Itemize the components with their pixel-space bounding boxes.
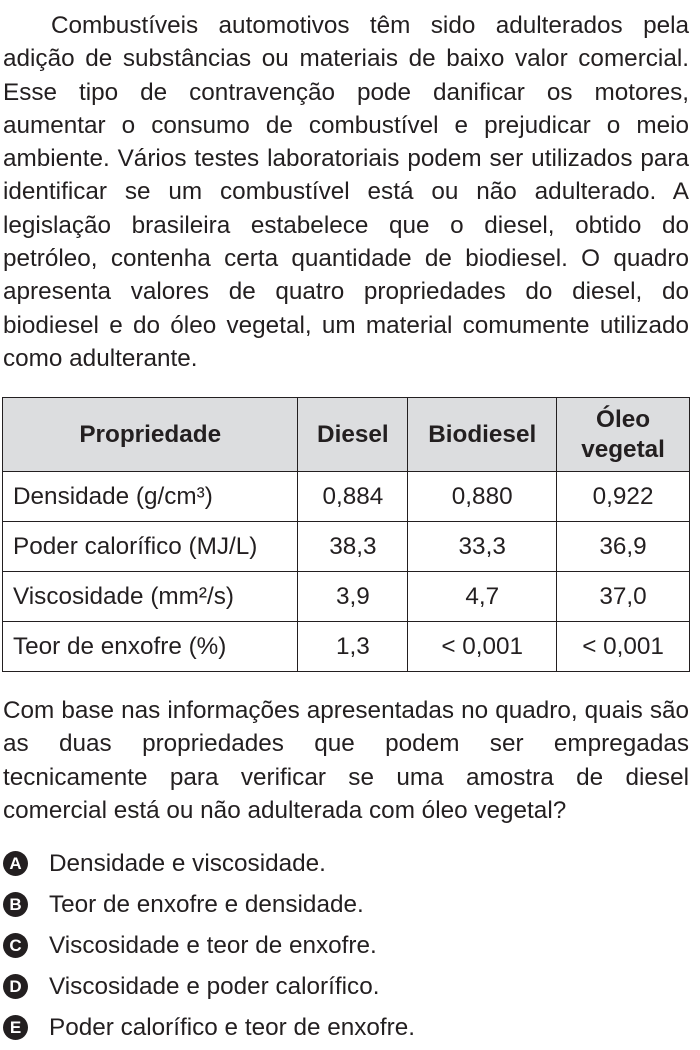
header-oleo-vegetal [557, 398, 690, 472]
option-letter-badge: D [3, 974, 28, 999]
option-letter-badge: C [3, 933, 28, 958]
table-cell: 0,922 [557, 472, 690, 522]
table-cell: 0,884 [298, 472, 408, 522]
table-cell: 4,7 [408, 572, 557, 622]
table-cell: 38,3 [298, 522, 408, 572]
header-oleo-vegetal-label: Óleo vegetal [581, 405, 665, 463]
option-text: Poder calorífico e teor de enxofre. [49, 1013, 416, 1041]
table-cell: 36,9 [557, 522, 690, 572]
table-cell: 37,0 [557, 572, 690, 622]
option-b[interactable] [3, 884, 415, 925]
question-paragraph: Com base nas informações apresentadas no quadro, quais são as duas propriedades que podem ser empregadas tecnicamente para verificar se uma amostra de diesel comercial está ou não adulterada com óleo vegetal? [3, 697, 689, 824]
option-letter-badge: B [3, 892, 28, 917]
answer-options [3, 843, 415, 1048]
option-letter-badge: A [3, 851, 28, 876]
option-c[interactable] [3, 925, 415, 966]
table-cell: Densidade (g/cm³) [3, 472, 298, 522]
table-cell: Poder calorífico (MJ/L) [3, 522, 298, 572]
properties-table [2, 397, 690, 672]
table-cell: Viscosidade (mm²/s) [3, 572, 298, 622]
table-cell: 3,9 [298, 572, 408, 622]
table-row [3, 472, 690, 522]
table-cell: 0,880 [408, 472, 557, 522]
option-e[interactable] [3, 1007, 415, 1048]
table-row [3, 522, 690, 572]
table-cell: 33,3 [408, 522, 557, 572]
option-text: Viscosidade e teor de enxofre. [49, 931, 377, 959]
option-text: Viscosidade e poder calorífico. [49, 972, 380, 1000]
option-text: Densidade e viscosidade. [49, 849, 326, 877]
option-text: Teor de enxofre e densidade. [49, 890, 364, 918]
header-propriedade: Propriedade [3, 398, 298, 472]
table-cell: 1,3 [298, 622, 408, 672]
table-cell: Teor de enxofre (%) [3, 622, 298, 672]
option-a[interactable] [3, 843, 415, 884]
table-row [3, 572, 690, 622]
table-header-row [3, 398, 690, 472]
option-letter-badge: E [3, 1015, 28, 1040]
header-biodiesel: Biodiesel [408, 398, 557, 472]
table-row [3, 622, 690, 672]
header-diesel: Diesel [298, 398, 408, 472]
option-d[interactable] [3, 966, 415, 1007]
table-cell: < 0,001 [408, 622, 557, 672]
intro-paragraph: Combustíveis automotivos têm sido adulterados pela adição de substâncias ou materiais de baixo valor comercial. Esse tipo de contravenção pode danificar os motores, aumentar o consumo de combustível e prejudicar o meio ambiente. Vários testes laboratoriais podem ser utilizados para identificar se um combustível está ou não adulterado. A legislação brasileira estabelece que o diesel, obtido do petróleo, contenha certa quantidade de biodiesel. O quadro apresenta valores de quatro propriedades do diesel, do biodiesel e do óleo vegetal, um material comumente utilizado como adulterante. [3, 12, 689, 372]
table-cell: < 0,001 [557, 622, 690, 672]
